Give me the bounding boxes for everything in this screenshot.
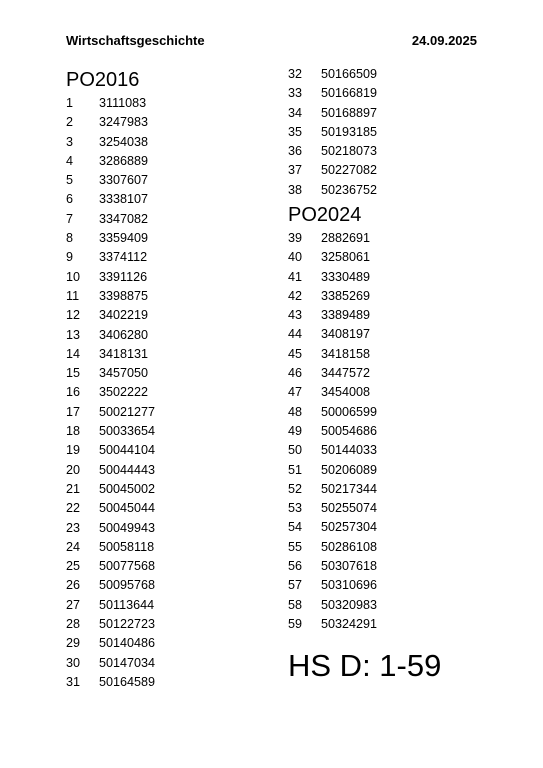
room-assignment-label: HS D: 1-59: [288, 648, 442, 683]
list-item: [66, 268, 155, 287]
list-item-id: 50286108: [321, 539, 378, 554]
list-item-number: 25: [66, 559, 81, 574]
list-item-number: 49: [288, 423, 303, 438]
list-item-id: 3347082: [99, 211, 149, 226]
list-item-number: 48: [288, 404, 303, 419]
list-item-id: 50044443: [99, 462, 156, 477]
page-header-date: 24.09.2025: [411, 33, 477, 48]
list-item: [66, 422, 155, 441]
list-item-number: 19: [66, 443, 81, 458]
student-list-po2016-part2: [288, 65, 377, 200]
list-item-id: 3338107: [99, 192, 149, 207]
list-item-id: 50054686: [321, 423, 378, 438]
list-item-id: 50310696: [321, 578, 378, 593]
list-item-id: 50257304: [321, 520, 378, 535]
list-item: [288, 480, 377, 499]
list-item-id: 50045002: [99, 481, 156, 496]
list-item-number: 8: [66, 231, 74, 246]
list-item-id: 3247983: [99, 115, 149, 130]
list-item-id: 50077568: [99, 559, 156, 574]
list-item: [288, 557, 377, 576]
list-item: [66, 538, 155, 557]
list-item-id: 2882691: [321, 231, 371, 245]
list-item-id: 3447572: [321, 366, 371, 381]
list-item: [66, 654, 155, 673]
list-item: [66, 152, 155, 171]
list-item: [66, 519, 155, 538]
page-header-title: Wirtschaftsgeschichte: [66, 33, 205, 48]
list-item-number: 16: [66, 385, 81, 400]
list-item-id: 3254038: [99, 134, 149, 149]
list-item: [288, 383, 377, 402]
list-item-id: 3398875: [99, 288, 149, 303]
list-item-id: 3402219: [99, 308, 149, 323]
list-item: [288, 538, 377, 557]
list-item-id: 50166509: [321, 67, 378, 81]
list-item-number: 37: [288, 163, 303, 178]
list-item-id: 50217344: [321, 481, 378, 496]
list-item: [288, 441, 377, 460]
student-list-po2016-part1: [66, 94, 155, 692]
list-item-number: 9: [66, 250, 74, 265]
list-item: [66, 326, 155, 345]
list-item-number: 21: [66, 481, 81, 496]
list-item: [288, 229, 377, 248]
list-item: [288, 461, 377, 480]
list-item-number: 30: [66, 655, 81, 670]
list-item-number: 20: [66, 462, 81, 477]
list-item-number: 13: [66, 327, 81, 342]
list-item-number: 44: [288, 327, 303, 342]
list-item-id: 50095768: [99, 578, 156, 593]
list-item-number: 17: [66, 404, 81, 419]
list-item: [66, 634, 155, 653]
list-item: [66, 364, 155, 383]
list-item: [288, 615, 377, 634]
list-item: [288, 161, 377, 180]
list-item-number: 52: [288, 481, 303, 496]
list-item: [66, 94, 155, 113]
list-item: [66, 596, 155, 615]
list-item-id: 50324291: [321, 616, 378, 631]
list-item: [288, 422, 377, 441]
list-item-number: 42: [288, 288, 303, 303]
list-item: [66, 461, 155, 480]
list-item: [288, 325, 377, 344]
list-item-id: 50147034: [99, 655, 156, 670]
list-item-id: 50140486: [99, 636, 156, 651]
list-item-id: 50227082: [321, 163, 378, 178]
list-item-number: 34: [288, 105, 303, 120]
list-item-number: 4: [66, 153, 74, 168]
list-item-id: 3502222: [99, 385, 149, 400]
list-item-id: 3359409: [99, 231, 149, 246]
list-item: [66, 229, 155, 248]
list-item-number: 3: [66, 134, 74, 149]
list-item-id: 50193185: [321, 124, 378, 139]
list-item-id: 50255074: [321, 501, 378, 516]
list-item-number: 12: [66, 308, 81, 323]
list-item: [66, 576, 155, 595]
list-item-id: 3391126: [99, 269, 148, 284]
list-item: [288, 518, 377, 537]
list-item-id: 3111083: [99, 96, 147, 110]
list-item-id: 3457050: [99, 366, 149, 381]
list-item-number: 58: [288, 597, 303, 612]
list-item-number: 2: [66, 115, 74, 130]
list-item-number: 50: [288, 443, 303, 458]
list-item: [288, 84, 377, 103]
list-item: [66, 383, 155, 402]
list-item-number: 46: [288, 366, 303, 381]
list-item-number: 40: [288, 250, 303, 265]
list-item: [66, 287, 155, 306]
list-item-id: 50320983: [321, 597, 378, 612]
list-item-number: 15: [66, 366, 81, 381]
list-item: [288, 364, 377, 383]
list-item: [66, 345, 155, 364]
list-item: [288, 181, 377, 200]
list-item: [288, 306, 377, 325]
list-item: [288, 104, 377, 123]
list-item: [66, 113, 155, 132]
list-item-number: 14: [66, 346, 81, 361]
list-item: [288, 345, 377, 364]
list-item: [66, 171, 155, 190]
list-item-id: 50206089: [321, 462, 378, 477]
list-item: [288, 499, 377, 518]
list-item-number: 7: [66, 211, 74, 226]
list-item-id: 3418158: [321, 346, 371, 361]
list-item-id: 3330489: [321, 269, 371, 284]
list-item: [66, 441, 155, 460]
list-item-number: 32: [288, 67, 303, 81]
list-item-id: 3385269: [321, 288, 371, 303]
student-list-po2024: [288, 229, 377, 634]
list-item: [66, 248, 155, 267]
list-item-number: 45: [288, 346, 303, 361]
list-item: [66, 615, 155, 634]
list-item: [66, 403, 155, 422]
list-item-number: 31: [66, 674, 81, 689]
list-item-number: 1: [66, 96, 74, 110]
list-item: [66, 133, 155, 152]
list-item-number: 33: [288, 86, 303, 101]
list-item-number: 35: [288, 124, 303, 139]
list-item: [288, 65, 377, 84]
list-item-number: 26: [66, 578, 81, 593]
list-item-number: 56: [288, 559, 303, 574]
list-item: [288, 268, 377, 287]
list-item-id: 3454008: [321, 385, 371, 400]
list-item: [66, 210, 155, 229]
list-item-id: 3258061: [321, 250, 371, 265]
list-item-number: 10: [66, 269, 81, 284]
list-item-number: 23: [66, 520, 81, 535]
list-item-number: 47: [288, 385, 303, 400]
list-item: [288, 248, 377, 267]
list-item-number: 41: [288, 269, 303, 284]
list-item-number: 24: [66, 539, 81, 554]
list-item-id: 50166819: [321, 86, 378, 101]
list-item-id: 50144033: [321, 443, 378, 458]
list-item-number: 5: [66, 173, 74, 188]
list-item-id: 50058118: [99, 539, 155, 554]
list-item-number: 57: [288, 578, 303, 593]
list-item: [288, 576, 377, 595]
list-item-number: 55: [288, 539, 303, 554]
list-item-id: 3406280: [99, 327, 149, 342]
list-item-id: 50113644: [99, 597, 155, 612]
list-item-number: 53: [288, 501, 303, 516]
list-item-id: 50045044: [99, 501, 156, 516]
list-item-number: 36: [288, 144, 303, 159]
list-item-number: 22: [66, 501, 81, 516]
list-item-id: 50122723: [99, 617, 156, 632]
list-item: [288, 123, 377, 142]
list-item-id: 50307618: [321, 559, 378, 574]
section-title-po2024: PO2024: [288, 204, 362, 226]
list-item-id: 50033654: [99, 424, 156, 439]
list-item-number: 6: [66, 192, 74, 207]
list-item-id: 50236752: [321, 182, 378, 197]
list-item: [66, 557, 155, 576]
list-item-number: 43: [288, 308, 303, 323]
list-item: [66, 499, 155, 518]
list-item: [288, 142, 377, 161]
list-item-number: 39: [288, 231, 303, 245]
list-item-id: 3389489: [321, 308, 371, 323]
list-item-id: 50049943: [99, 520, 156, 535]
list-item-id: 50006599: [321, 404, 378, 419]
list-item: [66, 190, 155, 209]
list-item-id: 3307607: [99, 173, 149, 188]
list-item-number: 28: [66, 617, 81, 632]
list-item-id: 50168897: [321, 105, 378, 120]
list-item-id: 50218073: [321, 144, 378, 159]
section-title-po2016: PO2016: [66, 69, 140, 91]
list-item-number: 27: [66, 597, 81, 612]
list-item-id: 3286889: [99, 153, 149, 168]
list-item: [288, 287, 377, 306]
list-item-id: 3408197: [321, 327, 371, 342]
list-item-number: 11: [66, 288, 80, 303]
list-item-number: 29: [66, 636, 81, 651]
list-item-number: 54: [288, 520, 303, 535]
list-item: [288, 596, 377, 615]
list-item-number: 38: [288, 182, 303, 197]
list-item: [288, 403, 377, 422]
list-item: [66, 480, 155, 499]
list-item-id: 50021277: [99, 404, 156, 419]
list-item-id: 3418131: [99, 346, 149, 361]
list-item-number: 51: [288, 462, 303, 477]
list-item-number: 18: [66, 424, 81, 439]
list-item-number: 59: [288, 616, 303, 631]
list-item: [66, 673, 155, 692]
list-item-id: 3374112: [99, 250, 148, 265]
list-item: [66, 306, 155, 325]
list-item-id: 50164589: [99, 674, 156, 689]
list-item-id: 50044104: [99, 443, 156, 458]
